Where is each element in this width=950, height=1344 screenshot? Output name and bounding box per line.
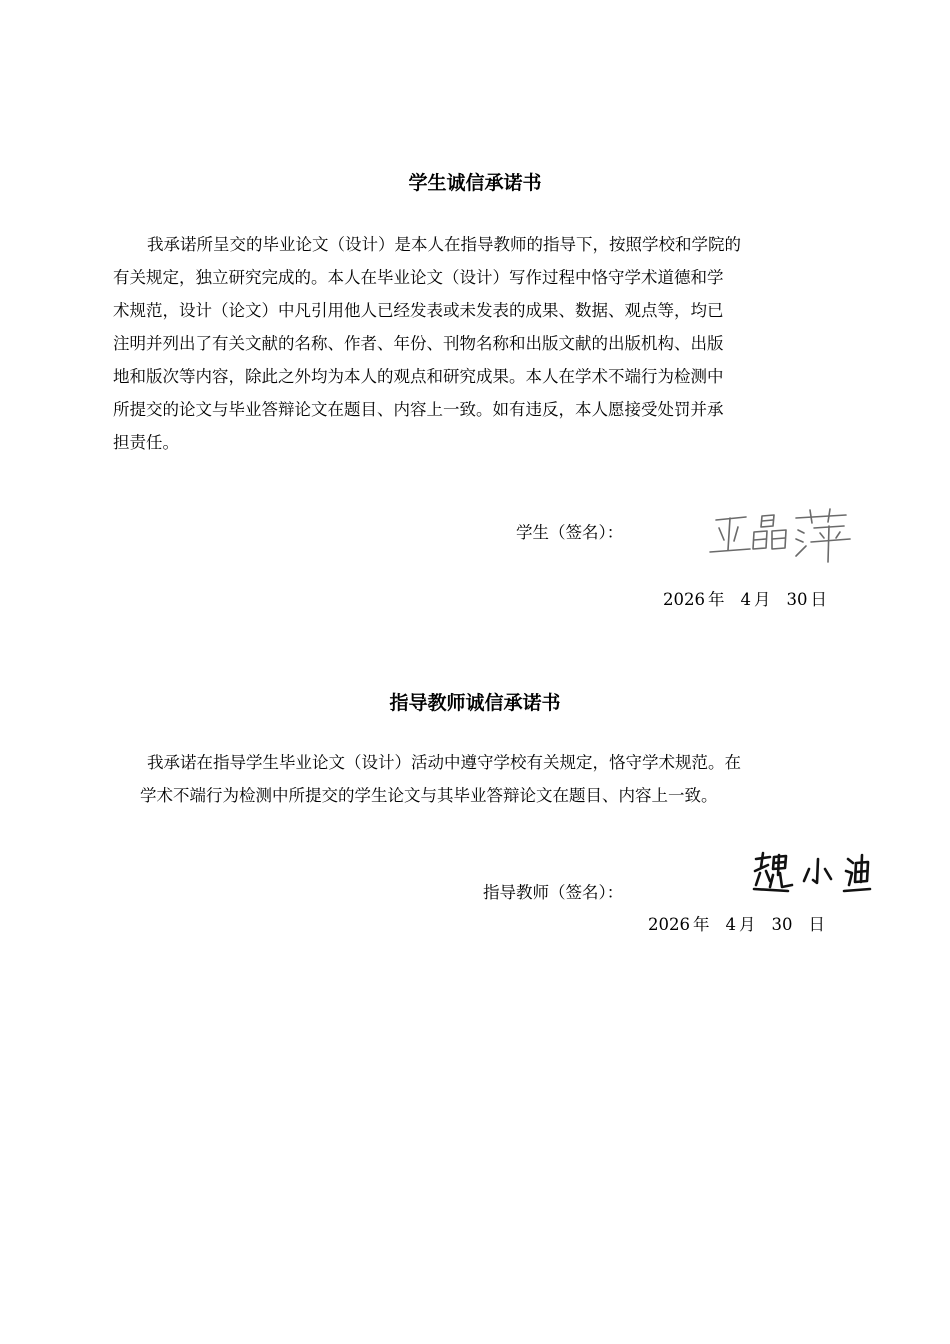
student-pledge-line: 担责任。 — [113, 433, 179, 452]
student-date-year-unit: 年 — [708, 590, 725, 609]
teacher-signature-label: 指导教师（签名）： — [483, 883, 624, 902]
teacher-date-year-unit: 年 — [693, 915, 710, 934]
student-date-month: 4 — [740, 590, 751, 609]
teacher-date — [648, 911, 825, 935]
teacher-pledge-line: 学术不端行为检测中所提交的学生论文与其毕业答辩论文在题目、内容上一致。 — [140, 786, 718, 805]
student-pledge-line: 注明并列出了有关文献的名称、作者、年份、刊物名称和出版文献的出版机构、出版 — [113, 334, 724, 353]
teacher-pledge-title: 指导教师诚信承诺书 — [389, 692, 561, 714]
student-pledge-line: 所提交的论文与毕业答辩论文在题目、内容上一致。如有违反，本人愿接受处罚并承 — [113, 400, 724, 419]
student-pledge-line: 地和版次等内容，除此之外均为本人的观点和研究成果。本人在学术不端行为检测中 — [113, 367, 724, 386]
student-date-month-unit: 月 — [754, 590, 771, 609]
teacher-signature-image — [752, 851, 874, 895]
student-pledge-line: 我承诺所呈交的毕业论文（设计）是本人在指导教师的指导下，按照学校和学院的 — [147, 235, 741, 254]
student-date-year: 2026 — [663, 590, 705, 609]
teacher-date-year: 2026 — [648, 915, 690, 934]
teacher-date-day: 30 — [771, 915, 793, 934]
teacher-date-day-unit: 日 — [808, 915, 825, 934]
student-pledge-line: 术规范，设计（论文）中凡引用他人已经发表或未发表的成果、数据、观点等，均已 — [113, 301, 724, 320]
student-pledge-line: 有关规定，独立研究完成的。本人在毕业论文（设计）写作过程中恪守学术道德和学 — [113, 268, 724, 287]
student-date-day: 30 — [786, 590, 808, 609]
student-date — [663, 586, 827, 610]
teacher-date-month: 4 — [725, 915, 736, 934]
student-date-day-unit: 日 — [810, 590, 827, 609]
student-signature-image — [706, 506, 856, 564]
teacher-date-month-unit: 月 — [739, 915, 756, 934]
teacher-pledge-body — [113, 746, 741, 812]
student-pledge-title: 学生诚信承诺书 — [408, 172, 542, 194]
teacher-pledge-line: 我承诺在指导学生毕业论文（设计）活动中遵守学校有关规定，恪守学术规范。在 — [147, 753, 741, 772]
student-signature-label: 学生（签名）： — [516, 523, 624, 542]
student-pledge-body — [113, 228, 741, 459]
